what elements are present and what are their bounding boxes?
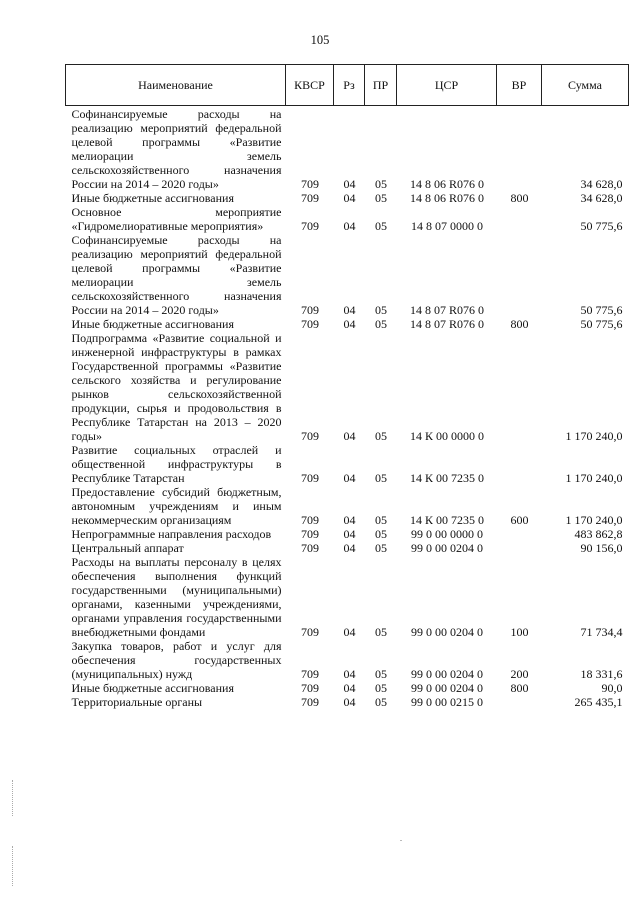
table-row	[66, 443, 629, 485]
cell-pr: 05	[375, 695, 387, 709]
cell-csr: 14 К 00 7235 0	[409, 471, 484, 485]
header-pr: ПР	[365, 65, 397, 106]
table-body	[66, 106, 629, 710]
cell-vr	[497, 695, 542, 709]
cell-csr: 99 0 00 0215 0	[411, 695, 483, 709]
table-row	[66, 681, 629, 695]
cell-rz: 04	[343, 219, 356, 233]
cell-pr: 05	[375, 625, 387, 639]
cell-kvsr: 709	[301, 541, 319, 555]
header-vr: ВР	[497, 65, 542, 106]
cell-csr: 14 8 07 R076 0	[409, 317, 484, 331]
cell-csr: 14 8 07 0000 0	[411, 219, 483, 233]
cell-kvsr: 709	[301, 219, 319, 233]
table-row	[66, 191, 629, 205]
cell-name: Иные бюджетные ассигнования	[71, 191, 234, 205]
scan-speck	[400, 840, 402, 841]
cell-sum: 90 156,0	[580, 541, 623, 555]
cell-sum: 1 170 240,0	[565, 429, 623, 443]
cell-sum: 18 331,6	[580, 667, 623, 681]
cell-kvsr: 709	[301, 191, 319, 205]
table-row	[66, 555, 629, 639]
cell-csr: 99 0 00 0204 0	[411, 667, 483, 681]
header-kvsr: КВСР	[286, 65, 334, 106]
cell-vr: 800	[510, 191, 529, 205]
cell-kvsr: 709	[301, 513, 319, 527]
left-margin-mark	[12, 846, 14, 886]
cell-sum: 50 775,6	[580, 219, 623, 233]
cell-sum: 1 170 240,0	[565, 513, 623, 527]
table-row	[66, 639, 629, 681]
cell-rz: 04	[343, 191, 356, 205]
cell-csr: 14 8 06 R076 0	[409, 191, 484, 205]
cell-name: Территориальные органы	[71, 695, 203, 709]
cell-csr: 14 8 06 R076 0	[409, 177, 484, 191]
cell-name: Софинансируемые расходы на реализацию мероприятий федеральной целевой программы «Развитие мелиорации земель сельскохозяйственного назначения России на 2014 – 2020 годы»	[71, 233, 282, 317]
cell-name: Расходы на выплаты персоналу в целях обеспечения выполнения функций государственными (муниципальными) органами, казенными учреждениями, органами управления государственными внебюджетными фондами	[71, 555, 282, 639]
cell-pr: 05	[375, 667, 387, 681]
cell-rz: 04	[343, 317, 356, 331]
header-rz: Рз	[334, 65, 365, 106]
cell-pr: 05	[375, 177, 387, 191]
cell-vr: 800	[510, 681, 529, 695]
cell-sum: 265 435,1	[574, 695, 623, 709]
cell-name: Предоставление субсидий бюджетным, автономным учреждениям и иным некоммерческим организациям	[71, 485, 282, 527]
cell-pr: 05	[375, 513, 387, 527]
cell-kvsr: 709	[301, 303, 319, 317]
cell-pr: 05	[375, 471, 387, 485]
cell-csr: 99 0 00 0204 0	[411, 681, 483, 695]
table-row	[66, 317, 629, 331]
cell-pr: 05	[375, 429, 387, 443]
cell-rz: 04	[343, 681, 356, 695]
cell-pr: 05	[375, 303, 387, 317]
cell-kvsr: 709	[301, 667, 319, 681]
table-row	[66, 695, 629, 709]
cell-kvsr: 709	[301, 695, 319, 709]
cell-rz: 04	[343, 429, 356, 443]
cell-kvsr: 709	[301, 681, 319, 695]
cell-name: Подпрограмма «Развитие социальной и инженерной инфраструктуры в рамках Государственной программы «Развитие сельского хозяйства и регулирование рынков сельскохозяйственной продукции, сырья и продовольствия в Республике Татарстан на 2013 – 2020 годы»	[71, 331, 282, 443]
cell-pr: 05	[375, 191, 387, 205]
cell-sum: 34 628,0	[580, 191, 623, 205]
cell-name: Закупка товаров, работ и услуг для обеспечения государственных (муниципальных) нужд	[71, 639, 282, 681]
table-row	[66, 106, 629, 192]
table-row	[66, 485, 629, 527]
cell-sum: 50 775,6	[580, 303, 623, 317]
cell-sum: 34 628,0	[580, 177, 623, 191]
cell-name: Непрограммные направления расходов	[71, 527, 272, 541]
cell-name: Центральный аппарат	[71, 541, 184, 555]
cell-csr: 14 К 00 0000 0	[409, 429, 484, 443]
cell-vr: 100	[510, 625, 529, 639]
cell-vr	[497, 331, 542, 443]
cell-pr: 05	[375, 527, 387, 541]
cell-csr: 99 0 00 0204 0	[411, 541, 483, 555]
cell-sum: 1 170 240,0	[565, 471, 623, 485]
cell-name: Развитие социальных отраслей и общественной инфраструктуры в Республике Татарстан	[71, 443, 282, 485]
cell-kvsr: 709	[301, 429, 319, 443]
table-row	[66, 527, 629, 541]
header-sum: Сумма	[542, 65, 629, 106]
header-csr: ЦСР	[397, 65, 497, 106]
cell-csr: 14 К 00 7235 0	[409, 513, 484, 527]
cell-kvsr: 709	[301, 177, 319, 191]
budget-table	[65, 64, 629, 709]
header-name: Наименование	[66, 65, 286, 106]
cell-rz: 04	[343, 303, 356, 317]
cell-name: Софинансируемые расходы на реализацию мероприятий федеральной целевой программы «Развитие мелиорации земель сельскохозяйственного назначения России на 2014 – 2020 годы»	[71, 107, 282, 191]
cell-name: Основное мероприятие «Гидромелиоративные мероприятия»	[71, 205, 282, 233]
table-row	[66, 233, 629, 317]
page-number: 105	[310, 33, 330, 47]
cell-sum: 50 775,6	[580, 317, 623, 331]
table-row	[66, 205, 629, 233]
cell-rz: 04	[343, 527, 356, 541]
cell-name: Иные бюджетные ассигнования	[71, 681, 234, 695]
cell-kvsr: 709	[301, 317, 319, 331]
cell-pr: 05	[375, 681, 387, 695]
cell-csr: 99 0 00 0000 0	[411, 527, 483, 541]
cell-rz: 04	[343, 471, 356, 485]
cell-kvsr: 709	[301, 471, 319, 485]
table-header	[66, 65, 629, 106]
cell-kvsr: 709	[301, 527, 319, 541]
cell-sum: 90,0	[601, 681, 623, 695]
table-row	[66, 541, 629, 555]
cell-rz: 04	[343, 695, 356, 709]
cell-rz: 04	[343, 513, 356, 527]
cell-csr: 14 8 07 R076 0	[409, 303, 484, 317]
cell-rz: 04	[343, 177, 356, 191]
cell-kvsr: 709	[301, 625, 319, 639]
cell-vr	[497, 443, 542, 485]
cell-vr	[497, 527, 542, 541]
cell-vr	[497, 106, 542, 192]
cell-sum: 71 734,4	[580, 625, 623, 639]
cell-vr: 200	[510, 667, 529, 681]
left-margin-mark	[12, 780, 14, 816]
cell-vr: 800	[510, 317, 529, 331]
cell-sum: 483 862,8	[574, 527, 623, 541]
cell-name: Иные бюджетные ассигнования	[71, 317, 234, 331]
cell-pr: 05	[375, 317, 387, 331]
cell-vr	[497, 233, 542, 317]
cell-pr: 05	[375, 219, 387, 233]
cell-vr	[497, 205, 542, 233]
cell-rz: 04	[343, 667, 356, 681]
cell-vr	[497, 541, 542, 555]
cell-csr: 99 0 00 0204 0	[411, 625, 483, 639]
cell-rz: 04	[343, 541, 356, 555]
table-row	[66, 331, 629, 443]
cell-pr: 05	[375, 541, 387, 555]
cell-vr: 600	[510, 513, 529, 527]
cell-rz: 04	[343, 625, 356, 639]
